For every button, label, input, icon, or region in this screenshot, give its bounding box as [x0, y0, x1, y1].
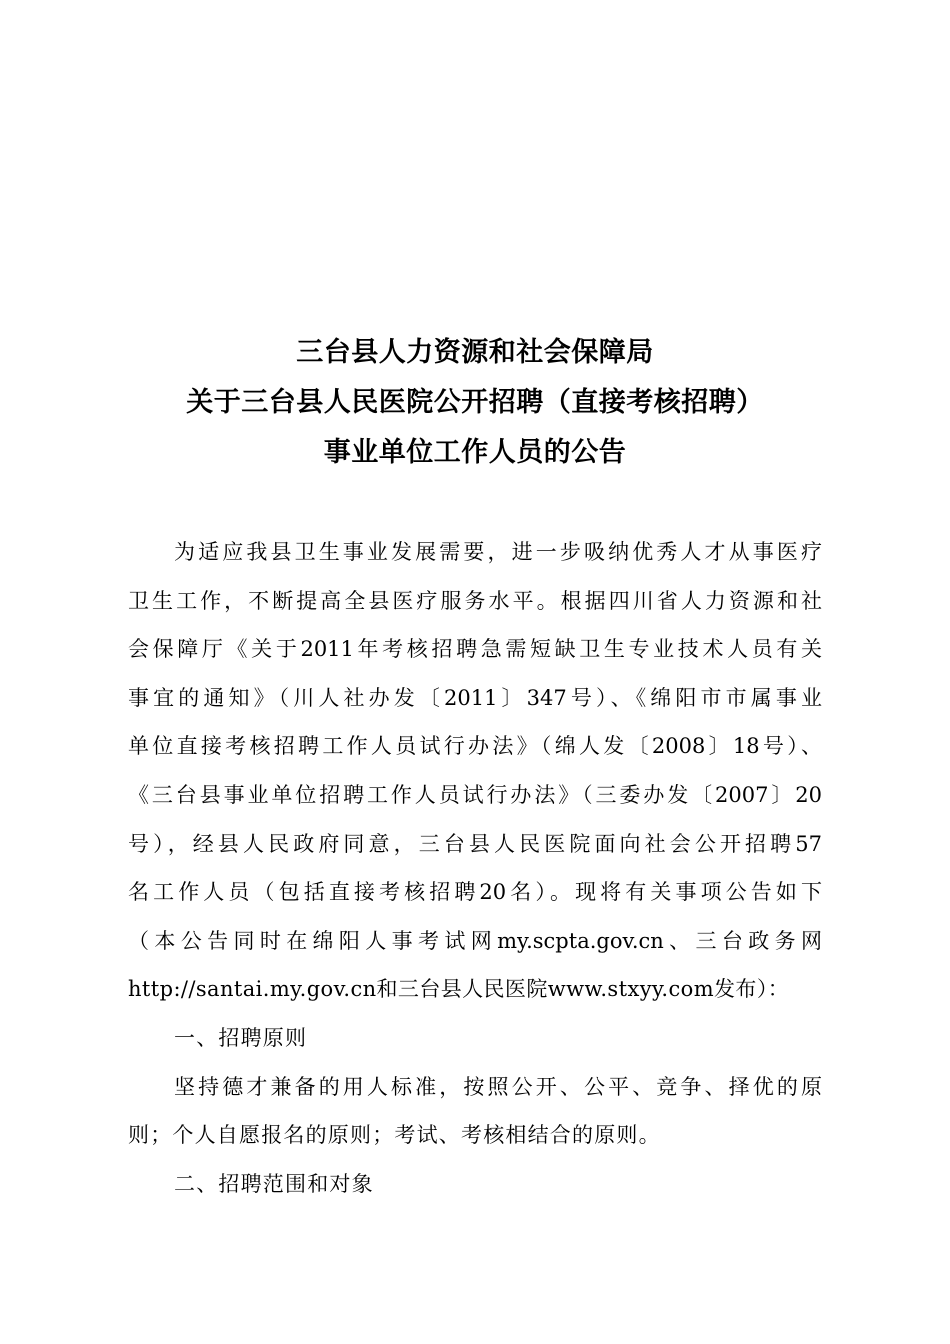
intro-line: http://santai.my.gov.cn和三台县人民医院www.stxyy.com发布）： [128, 977, 790, 1002]
intro-line: 名工作人员（包括直接考核招聘20名）。现将有关事项公告如下 [128, 880, 822, 905]
title-line-3: 事业单位工作人员的公告 [323, 437, 627, 468]
intro-line: 为适应我县卫生事业发展需要，进一步吸纳优秀人才从事医疗 [174, 540, 822, 564]
title-line-1: 三台县人力资源和社会保障局 [296, 337, 654, 368]
section-1-line: 则；个人自愿报名的原则；考试、考核相结合的原则。 [128, 1123, 661, 1148]
section-1-line: 坚持德才兼备的用人标准，按照公开、公平、竞争、择优的原 [174, 1074, 822, 1099]
document-body [128, 528, 822, 1208]
section-1-heading: 一、招聘原则 [174, 1025, 308, 1050]
intro-line: 事宜的通知》（川人社办发〔2011〕347号）、《绵阳市市属事业 [128, 685, 822, 710]
intro-line: 会保障厅《关于2011年考核招聘急需短缺卫生专业技术人员有关 [128, 637, 822, 662]
title-line-2: 关于三台县人民医院公开招聘（直接考核招聘） [186, 387, 764, 418]
document-title [0, 328, 950, 478]
intro-line: 号），经县人民政府同意，三台县人民医院面向社会公开招聘57 [128, 831, 822, 856]
intro-line: （本公告同时在绵阳人事考试网my.scpta.gov.cn、三台政务网 [128, 928, 822, 953]
section-2-heading: 二、招聘范围和对象 [174, 1171, 374, 1196]
intro-line: 《三台县事业单位招聘工作人员试行办法》（三委办发〔2007〕20 [128, 782, 822, 807]
intro-line: 卫生工作，不断提高全县医疗服务水平。根据四川省人力资源和社 [128, 588, 822, 613]
intro-line: 单位直接考核招聘工作人员试行办法》（绵人发〔2008〕18号）、 [128, 734, 822, 759]
